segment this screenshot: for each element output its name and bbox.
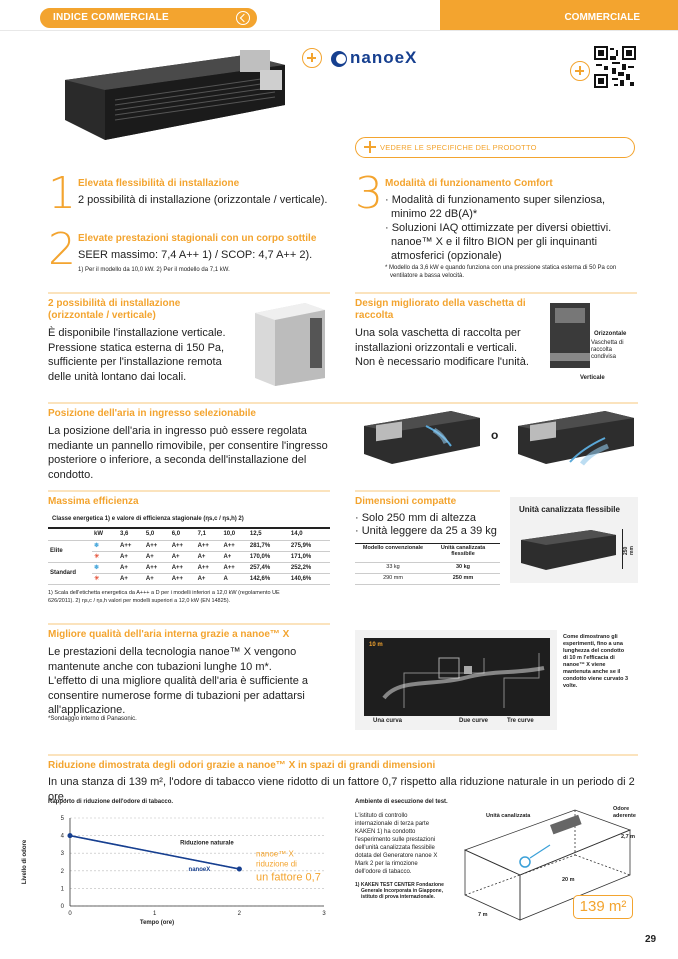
- table-cell: A+: [144, 551, 170, 562]
- nanoe-text: [48, 645, 348, 718]
- efficiency-note-1: 1) Scala dell'etichetta energetica da A+++ a D per i modelli inferiori a 12,0 kW (regolamento UE: [48, 590, 280, 596]
- x-tick-label: 0: [68, 911, 72, 917]
- feature-number-2: 2: [48, 224, 76, 275]
- table-cell: 252,2%: [289, 562, 330, 573]
- table-group-cell: Standard: [48, 562, 92, 584]
- odor-title: Riduzione dimostrata degli odori grazie a nanoe™ X in spazi di grandi dimensioni: [48, 760, 436, 771]
- table-cell: [92, 551, 118, 562]
- compact-col-1: Modello convenzionale: [362, 545, 424, 551]
- duct-test-box: [355, 630, 557, 730]
- table-header-cell: 7,1: [196, 529, 222, 540]
- duct-test-description: [563, 634, 628, 690]
- table-row: [48, 540, 330, 551]
- compact-cell: 33 kg: [386, 564, 400, 570]
- description-line: di 10 m l'efficacia di: [563, 655, 615, 661]
- description-line: lunghezza del condotto: [563, 648, 625, 654]
- table-cell: A+: [118, 562, 144, 573]
- index-link[interactable]: [40, 8, 257, 28]
- feature-3-item: atmosferici (opzionale): [391, 250, 502, 262]
- vertical-unit-image: [245, 298, 330, 388]
- env-title: Ambiente di esecuzione del test.: [355, 799, 448, 805]
- table-cell: 275,9%: [289, 540, 330, 551]
- env-line: l'esperimento sulle prestazioni: [355, 837, 436, 843]
- efficiency-table-title: Classe energetica 1) e valore di efficienza stagionale (ηs,c / ηs,h) 2): [52, 516, 244, 522]
- air-inlet-line: mediante un pannello rimovibile, per consentire l'ingresso: [48, 439, 328, 452]
- room-height-label: 2,7 m: [621, 834, 636, 840]
- chart-title: Rapporto di riduzione dell'odore di tabacco.: [48, 799, 174, 805]
- table-cell: A++: [221, 562, 247, 573]
- compact-cell: 250 mm: [452, 575, 474, 581]
- page-number: 29: [645, 934, 657, 945]
- section-tab: [440, 0, 678, 30]
- description-line: mantenuta anche se il: [563, 669, 621, 675]
- feature-2-text: SEER massimo: 7,4 A++ 1) / SCOP: 4,7 A++ 2).: [78, 249, 313, 261]
- feature-3-item: · Soluzioni IAQ ottimizzate per diversi obiettivi.: [385, 222, 612, 234]
- table-cell: A++: [170, 540, 196, 551]
- compact-cell: 30 kg: [455, 564, 471, 570]
- tray-title-1: Design migliorato della vaschetta di: [355, 298, 526, 309]
- description-line: volte.: [563, 683, 578, 689]
- table-rule: [355, 584, 500, 585]
- tray-label-line: Vaschetta di: [591, 340, 624, 346]
- heating-icon: ☀: [94, 576, 100, 582]
- feature-number-1: 1: [48, 168, 76, 219]
- curve-label-3: Tre curve: [507, 718, 534, 724]
- env-line: dell'odore di tabacco.: [355, 869, 412, 875]
- data-point: [68, 833, 73, 838]
- qr-plus-button[interactable]: [570, 61, 590, 81]
- room-area-badge: 139 m²: [573, 895, 633, 919]
- table-cell: [92, 573, 118, 584]
- section-divider: [48, 490, 330, 492]
- source-line: Odore: [613, 806, 630, 812]
- table-cell: A++: [170, 562, 196, 573]
- table-cell: 281,7%: [248, 540, 289, 551]
- nanoe-line: consentire numerose forme di tubazioni per adattarsi: [48, 689, 305, 702]
- table-cell: A++: [144, 562, 170, 573]
- table-header-cell: 12,5: [248, 529, 289, 540]
- tray-title-2: raccolta: [355, 310, 394, 321]
- room-depth-label: 7 m: [478, 912, 488, 918]
- room-source-label: [613, 806, 636, 820]
- table-cell: [48, 529, 92, 540]
- table-header-cell: 14,0: [289, 529, 330, 540]
- product-image: [45, 45, 295, 150]
- env-line: dotata del Generatore nanoe X: [355, 853, 438, 859]
- cooling-icon: ❄: [94, 565, 100, 571]
- y-tick-label: 5: [60, 816, 64, 822]
- air-inlet-text: [48, 424, 348, 482]
- x-tick-label: 2: [237, 911, 242, 917]
- y-tick-label: 1: [60, 886, 64, 893]
- env-text: [355, 812, 437, 876]
- feature-1-title: Elevata flessibilità di installazione: [78, 178, 240, 189]
- section-divider: [48, 754, 638, 756]
- compact-title: Dimensioni compatte: [355, 496, 457, 507]
- feature-3-title: Modalità di funzionamento Comfort: [385, 178, 553, 189]
- section-label: COMMERCIALE: [564, 12, 640, 23]
- table-cell: A+: [170, 551, 196, 562]
- section-divider: [355, 292, 637, 294]
- tray-text: [355, 326, 545, 370]
- table-cell: A+: [196, 551, 222, 562]
- table-header-cell: 5,0: [144, 529, 170, 540]
- series-label-nanoe: nanoeX: [188, 867, 211, 874]
- tray-line: installazioni orizzontali e verticali.: [355, 341, 518, 354]
- table-cell: 170,0%: [248, 551, 289, 562]
- x-tick-label: 1: [152, 911, 157, 917]
- tray-label-shared: [591, 340, 624, 361]
- header-divider: [0, 30, 678, 31]
- table-cell: A+: [144, 573, 170, 584]
- product-specs-button[interactable]: [355, 137, 635, 158]
- drain-tray-image: [545, 298, 595, 373]
- env-line: internazionale di terza parte: [355, 821, 430, 827]
- install-line: sufficiente per l'installazione remota: [48, 356, 222, 368]
- source-line: aderente: [613, 813, 636, 819]
- compact-item: · Solo 250 mm di altezza: [355, 512, 477, 524]
- env-note-line: 1) KAKEN TEST CENTER Fondazione: [355, 882, 444, 888]
- install-line: È disponibile l'installazione verticale.: [48, 327, 226, 339]
- table-row: [48, 562, 330, 573]
- description-line: nanoe™ X viene: [563, 662, 606, 668]
- data-point: [237, 867, 242, 872]
- feature-1-text: 2 possibilità di installazione (orizzontale / verticale).: [78, 194, 328, 206]
- feature-3-note-2: ventilatore a bassa velocità.: [390, 273, 465, 279]
- table-rule: [355, 573, 500, 574]
- table-header-cell: 10,0: [221, 529, 247, 540]
- nanoe-line: Le prestazioni della tecnologia nanoe™ X vengono: [48, 646, 297, 658]
- env-note-line: istituto di prova internazionale.: [361, 894, 435, 900]
- air-inlet-line: La posizione dell'aria in ingresso può essere regolata: [48, 425, 307, 437]
- table-cell: A+: [118, 573, 144, 584]
- env-line: KAKEN 1) ha condotto: [355, 829, 416, 835]
- install-text: [48, 326, 238, 384]
- table-cell: A: [221, 573, 247, 584]
- heating-icon: ☀: [94, 554, 100, 560]
- tray-label-vertical: Verticale: [580, 375, 605, 381]
- compact-unit-box: [510, 497, 638, 583]
- efficiency-table: [48, 529, 330, 585]
- feature-3-note-1: * Modello da 3,6 kW e quando funziona con una pressione statica esterna di 50 Pa con: [385, 265, 617, 271]
- compact-item: · Unità leggere da 25 a 39 kg: [355, 525, 497, 537]
- nanoe-swirl-icon: [330, 50, 348, 68]
- description-line: condotto viene curvato 3: [563, 676, 629, 682]
- annotation-line: un fattore 0,7: [256, 871, 321, 884]
- series-label-natural: Riduzione naturale: [180, 840, 234, 847]
- description-line: esperimenti, fino a una: [563, 641, 623, 647]
- env-line: L'istituto di controllo: [355, 813, 408, 819]
- bottom-inlet-image: [510, 406, 638, 468]
- efficiency-title: Massima efficienza: [48, 496, 139, 507]
- nanoe-line: L'effetto di una migliore qualità dell'aria è sufficiente a: [48, 675, 309, 687]
- y-tick-label: 2: [60, 868, 64, 875]
- index-label: INDICE COMMERCIALE: [53, 12, 169, 23]
- table-rule: [355, 562, 500, 563]
- env-note: [355, 882, 444, 900]
- table-cell: A++: [144, 540, 170, 551]
- efficiency-note-2: 626/2011). 2) ηs,c / ηs,h valori per modelli superiori a 12,0 kW (EN 14825).: [48, 598, 231, 604]
- feature-3-item: minimo 22 dB(A)*: [391, 208, 478, 220]
- x-tick-label: 3: [322, 911, 326, 917]
- table-rule: [355, 543, 500, 544]
- nanoe-title: Migliore qualità dell'aria interna grazie a nanoe™ X: [48, 629, 290, 640]
- duct-length-label: 10 m: [369, 642, 383, 648]
- table-cell: 257,4%: [248, 562, 289, 573]
- chevron-left-icon[interactable]: [236, 11, 250, 25]
- cooling-icon: ❄: [94, 543, 100, 549]
- feature-number-3: 3: [355, 168, 383, 219]
- y-tick-label: 0: [60, 904, 64, 910]
- or-label: o: [491, 428, 499, 442]
- table-cell: 142,6%: [248, 573, 289, 584]
- env-line: Mark 2 per la rimozione: [355, 861, 418, 867]
- tray-label-line: raccolta: [591, 347, 613, 353]
- table-cell: A++: [118, 540, 144, 551]
- table-header-cell: 3,6: [118, 529, 144, 540]
- feature-3-list: [385, 193, 645, 263]
- tray-label-horizontal: Orizzontale: [594, 331, 627, 337]
- compact-dim-label: 250 mm: [623, 546, 635, 555]
- y-tick-label: 3: [60, 851, 64, 858]
- rear-inlet-image: [356, 406, 484, 468]
- table-cell: [92, 540, 118, 551]
- table-cell: A+: [118, 551, 144, 562]
- tray-line: Non è necessario modificare l'unità.: [355, 356, 529, 368]
- nanoe-line: mantenute anche con tubazioni lunghe 10 m*.: [48, 660, 272, 673]
- product-specs-label: VEDERE LE SPECIFICHE DEL PRODOTTO: [380, 143, 537, 152]
- curve-label-2: Due curve: [459, 718, 489, 724]
- air-inlet-title: Posizione dell'aria in ingresso selezionabile: [48, 408, 256, 419]
- table-header-cell: 6,0: [170, 529, 196, 540]
- compact-box-title: Unità canalizzata flessibile: [519, 505, 620, 514]
- feature-2-title: Elevate prestazioni stagionali con un corpo sottile: [78, 233, 317, 244]
- odor-chart: [18, 810, 340, 930]
- install-title-1: 2 possibilità di installazione: [48, 298, 181, 309]
- description-line: Come dimostrano gli: [563, 634, 618, 640]
- duct-test-image: [364, 638, 550, 716]
- compact-unit-image: [516, 525, 626, 575]
- env-line: dell'unità canalizzata flessibile: [355, 845, 435, 851]
- y-tick-label: 4: [60, 833, 64, 840]
- qr-code-icon[interactable]: [594, 46, 636, 88]
- table-header-cell: kW: [92, 529, 118, 540]
- env-note-line: Generale Incorporata in Giappone,: [361, 888, 443, 894]
- table-header-row: [48, 529, 330, 540]
- table-cell: A+: [221, 551, 247, 562]
- room-unit-label: Unità canalizzata: [486, 813, 531, 819]
- odor-text: In una stanza di 139 m², l'odore di tabacco viene ridotto di un fattore 0,7 rispetto alla riduzione naturale in un periodo di 2 ore.: [48, 776, 635, 803]
- y-axis-label: Livello di odore: [22, 839, 28, 885]
- plus-icon: [364, 141, 376, 153]
- table-cell: A++: [196, 562, 222, 573]
- table-cell: 171,0%: [289, 551, 330, 562]
- nanoe-line: all'applicazione.: [48, 704, 126, 716]
- table-cell: 140,6%: [289, 573, 330, 584]
- air-inlet-line: posteriore o inferiore, a seconda dell'installazione del: [48, 454, 307, 466]
- install-line: Pressione statica esterna di 150 Pa,: [48, 341, 225, 354]
- feature-2-note: 1) Per il modello da 10,0 kW. 2) Per il modello da 7,1 kW.: [78, 267, 230, 273]
- brand-text: nanoeX: [350, 48, 418, 67]
- table-cell: A+: [196, 573, 222, 584]
- table-cell: A++: [170, 573, 196, 584]
- feature-3-item: nanoe™ X e il filtro BION per gli inquinanti: [391, 236, 598, 248]
- install-line: delle unità lontano dai locali.: [48, 370, 187, 383]
- section-divider: [48, 623, 330, 625]
- section-divider: [355, 490, 500, 492]
- table-group-cell: Elite: [48, 540, 92, 562]
- annotation-line: nanoe™ X: [256, 849, 294, 859]
- install-title-2: (orizzontale / verticale): [48, 310, 156, 321]
- table-cell: A++: [221, 540, 247, 551]
- section-divider: [48, 292, 330, 294]
- section-divider: [48, 402, 638, 404]
- feature-3-item: · Modalità di funzionamento super silenziosa,: [385, 194, 606, 206]
- nanoe-note: *Sondaggio interno di Panasonic.: [48, 716, 137, 722]
- tray-label-line: condivisa: [591, 354, 617, 360]
- air-inlet-line: condotto.: [48, 468, 94, 481]
- compact-col-2: Unità canalizzata flessibile: [440, 545, 486, 557]
- curve-label-1: Una curva: [373, 718, 403, 724]
- compact-cell: 290 mm: [383, 575, 403, 581]
- table-cell: [92, 562, 118, 573]
- nanoe-logo: [330, 48, 455, 70]
- annotation-line: riduzione di: [256, 859, 297, 869]
- tray-line: Una sola vaschetta di raccolta per: [355, 327, 521, 339]
- table-cell: A++: [196, 540, 222, 551]
- brand-plus-button[interactable]: [302, 48, 322, 68]
- room-width-label: 20 m: [562, 877, 575, 883]
- x-axis-label: Tempo (ore): [139, 920, 175, 926]
